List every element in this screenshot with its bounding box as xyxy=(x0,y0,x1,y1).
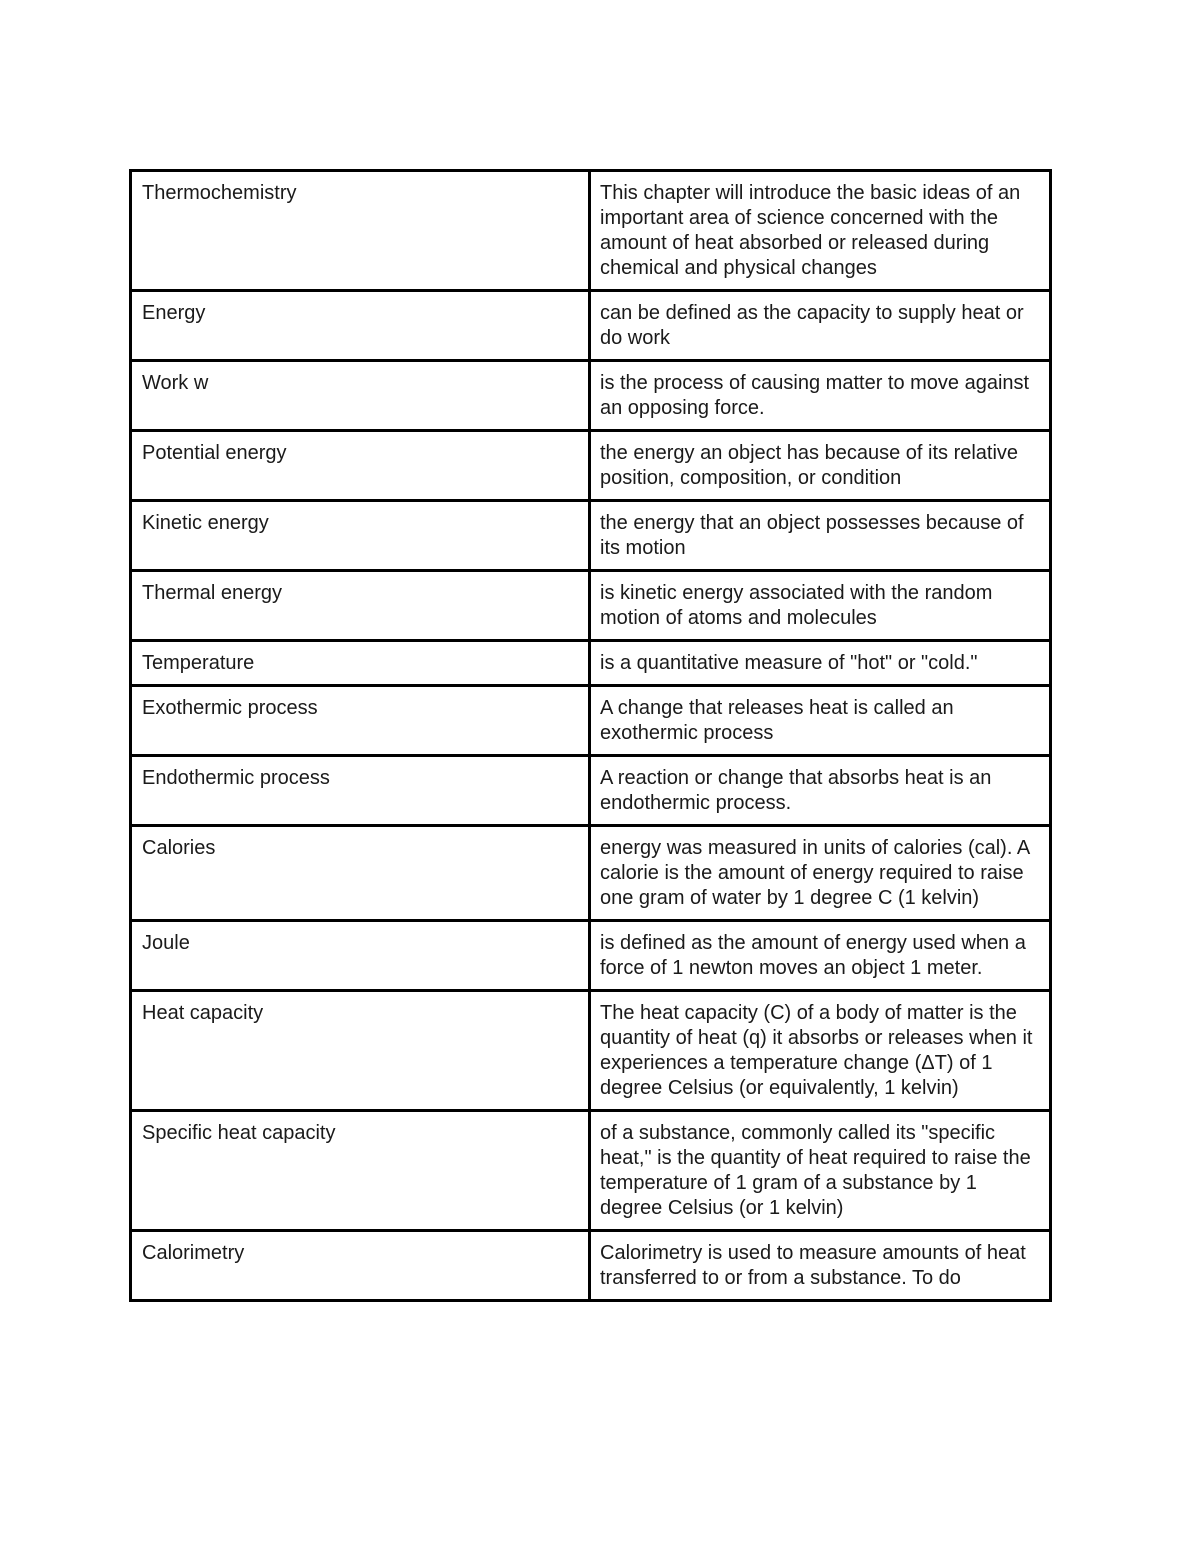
term-cell: Thermochemistry xyxy=(131,171,590,291)
term-cell: Kinetic energy xyxy=(131,501,590,571)
table-row xyxy=(131,826,1051,921)
definition-cell: energy was measured in units of calories (cal). A calorie is the amount of energy required to raise one gram of water by 1 degree C (1 kelvin) xyxy=(590,826,1051,921)
definition-cell: A reaction or change that absorbs heat is an endothermic process. xyxy=(590,756,1051,826)
term-cell: Exothermic process xyxy=(131,686,590,756)
term-cell: Endothermic process xyxy=(131,756,590,826)
table-row xyxy=(131,431,1051,501)
definition-cell: is the process of causing matter to move against an opposing force. xyxy=(590,361,1051,431)
definition-cell: Calorimetry is used to measure amounts of heat transferred to or from a substance. To do xyxy=(590,1231,1051,1301)
definition-cell: of a substance, commonly called its "specific heat," is the quantity of heat required to raise the temperature of 1 gram of a substance by 1 degree Celsius (or 1 kelvin) xyxy=(590,1111,1051,1231)
table-row xyxy=(131,921,1051,991)
table-row xyxy=(131,686,1051,756)
table-row xyxy=(131,1111,1051,1231)
term-cell: Specific heat capacity xyxy=(131,1111,590,1231)
term-cell: Potential energy xyxy=(131,431,590,501)
definition-cell: the energy that an object possesses because of its motion xyxy=(590,501,1051,571)
table-row xyxy=(131,291,1051,361)
glossary-table xyxy=(129,169,1052,1302)
term-cell: Thermal energy xyxy=(131,571,590,641)
definition-cell: This chapter will introduce the basic ideas of an important area of science concerned with the amount of heat absorbed or released during chemical and physical changes xyxy=(590,171,1051,291)
term-cell: Energy xyxy=(131,291,590,361)
term-cell: Calorimetry xyxy=(131,1231,590,1301)
definition-cell: A change that releases heat is called an exothermic process xyxy=(590,686,1051,756)
table-row xyxy=(131,991,1051,1111)
table-row xyxy=(131,641,1051,686)
term-cell: Heat capacity xyxy=(131,991,590,1111)
term-cell: Temperature xyxy=(131,641,590,686)
definition-cell: is kinetic energy associated with the random motion of atoms and molecules xyxy=(590,571,1051,641)
table-row xyxy=(131,361,1051,431)
definition-cell: is defined as the amount of energy used when a force of 1 newton moves an object 1 meter. xyxy=(590,921,1051,991)
term-cell: Calories xyxy=(131,826,590,921)
definition-cell: can be defined as the capacity to supply heat or do work xyxy=(590,291,1051,361)
table-row xyxy=(131,756,1051,826)
definition-cell: The heat capacity (C) of a body of matter is the quantity of heat (q) it absorbs or releases when it experiences a temperature change (ΔT) of 1 degree Celsius (or equivalently, 1 kelvin) xyxy=(590,991,1051,1111)
term-cell: Work w xyxy=(131,361,590,431)
table-row xyxy=(131,571,1051,641)
definition-cell: is a quantitative measure of "hot" or "cold." xyxy=(590,641,1051,686)
definition-cell: the energy an object has because of its relative position, composition, or condition xyxy=(590,431,1051,501)
table-row xyxy=(131,501,1051,571)
table-row xyxy=(131,1231,1051,1301)
term-cell: Joule xyxy=(131,921,590,991)
table-row xyxy=(131,171,1051,291)
